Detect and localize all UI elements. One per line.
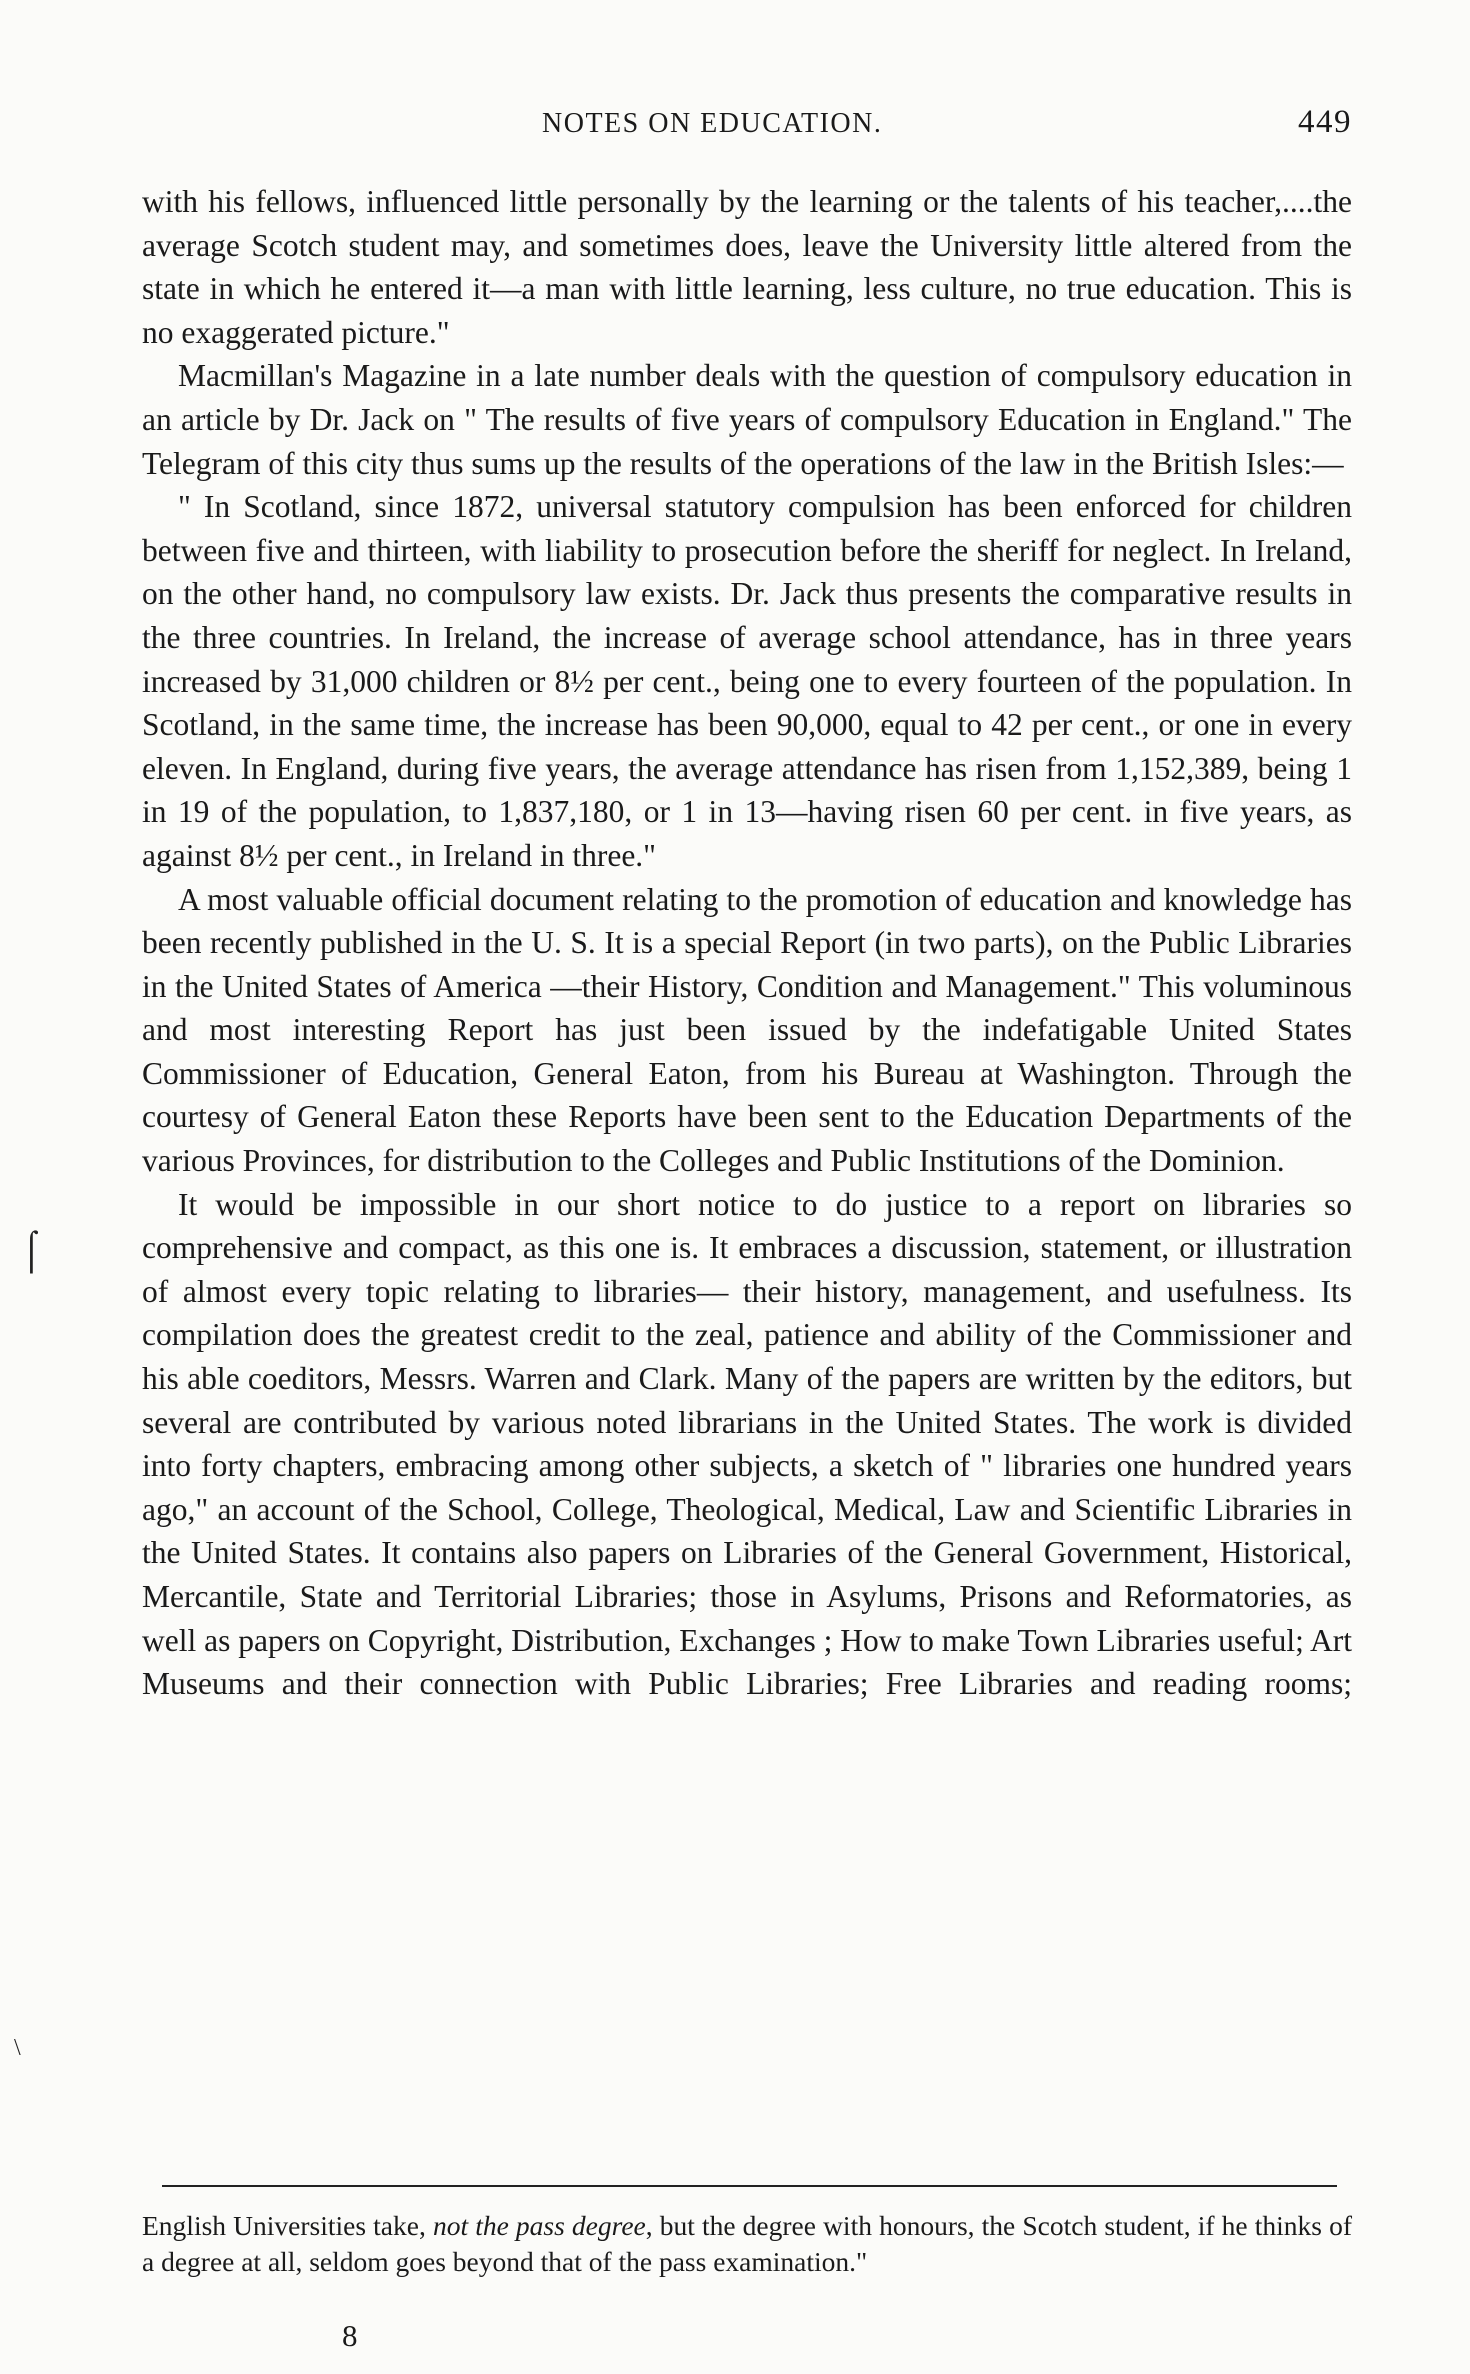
footnote-text-b: , but the degree with honours, the Scotch student, if he thinks of a degree at all, seldom goes beyond that of the pass examination." bbox=[142, 2210, 1352, 2277]
margin-pencil-tick: \ bbox=[14, 2035, 21, 2061]
paragraph-3-quote: " In Scotland, since 1872, universal statutory compulsion has been enforced for children between five and thirteen, with liability to prosecution before the sheriff for neglect. In Ireland, on the other hand, no compulsory law exists. Dr. Jack thus presents the comparative results in the three countries. In Ireland, the increase of average school attendance, has in three years increased by 31,000 children or 8½ per cent., being one to every fourteen of the population. In Scotland, in the same time, the increase has been 90,000, equal to 42 per cent., or one in every eleven. In England, during five years, the average attendance has risen from 1,152,389, being 1 in 19 of the population, to 1,837,180, or 1 in 13—having risen 60 per cent. in five years, as against 8½ per cent., in Ireland in three." bbox=[142, 489, 1352, 873]
running-title: NOTES ON EDUCATION. bbox=[542, 108, 883, 139]
paragraph-5: It would be impossible in our short notice to do justice to a report on libraries so comprehensive and compact, as this one is. It embraces a discussion, statement, or illustration of almost every topic relating to libraries— their history, management, and usefulness. Its compilation does the greatest credit to the zeal, patience and ability of the Commissioner and his able coeditors, Messrs. Warren and Clark. Many of the papers are written by the editors, but several are contributed by various noted librarians in the United States. The work is divided into forty chapters, embracing among other subjects, a sketch of " libraries one hundred years ago," an account of the School, College, Theological, Medical, Law and Scientific Libraries in the United States. It contains also papers on Libraries of the General Government, Historical, Mercantile, State and Territorial Libraries; those in Asylums, Prisons and Reformatories, as well as papers on Copyright, Distribution, Exchanges ; How to make Town Libraries useful; Art Museums and their connection with Public Libraries; Free Libraries and reading rooms; bbox=[142, 1186, 1352, 1702]
signature-mark: 8 bbox=[342, 2318, 358, 2353]
running-head bbox=[142, 104, 1352, 148]
margin-pencil-mark: ⌠ bbox=[20, 1229, 43, 1271]
footnote bbox=[142, 2208, 1352, 2280]
footnote-rule bbox=[162, 2185, 1337, 2187]
body-text bbox=[142, 180, 1352, 1706]
book-page bbox=[142, 0, 1352, 2374]
footnote-text-a: English Universities take, bbox=[142, 2210, 433, 2241]
footnote-italic: not the pass degree bbox=[432, 2210, 646, 2241]
page-number: 449 bbox=[1298, 104, 1352, 140]
footnote-text bbox=[142, 2208, 1352, 2280]
paragraph-4: A most valuable official document relating to the promotion of education and knowledge has been recently published in the U. S. It is a special Report (in two parts), on the Public Libraries in the United States of America —their History, Condition and Management." This voluminous and most interesting Report has just been issued by the indefatigable United States Commissioner of Education, General Eaton, from his Bureau at Washington. Through the courtesy of General Eaton these Reports have been sent to the Education Departments of the various Provinces, for distribution to the Colleges and Public Institutions of the Dominion. bbox=[142, 881, 1352, 1179]
paragraph-2: Macmillan's Magazine in a late number deals with the question of compulsory education in an article by Dr. Jack on " The results of five years of compulsory Education in England." The Telegram of this city thus sums up the results of the operations of the law in the British Isles:— bbox=[142, 358, 1352, 481]
paragraph-1: with his fellows, influenced little personally by the learning or the talents of his teacher,....the average Scotch student may, and sometimes does, leave the University little altered from the state in which he entered it—a man with little learning, less culture, no true education. This is no exaggerated picture." bbox=[142, 184, 1352, 350]
